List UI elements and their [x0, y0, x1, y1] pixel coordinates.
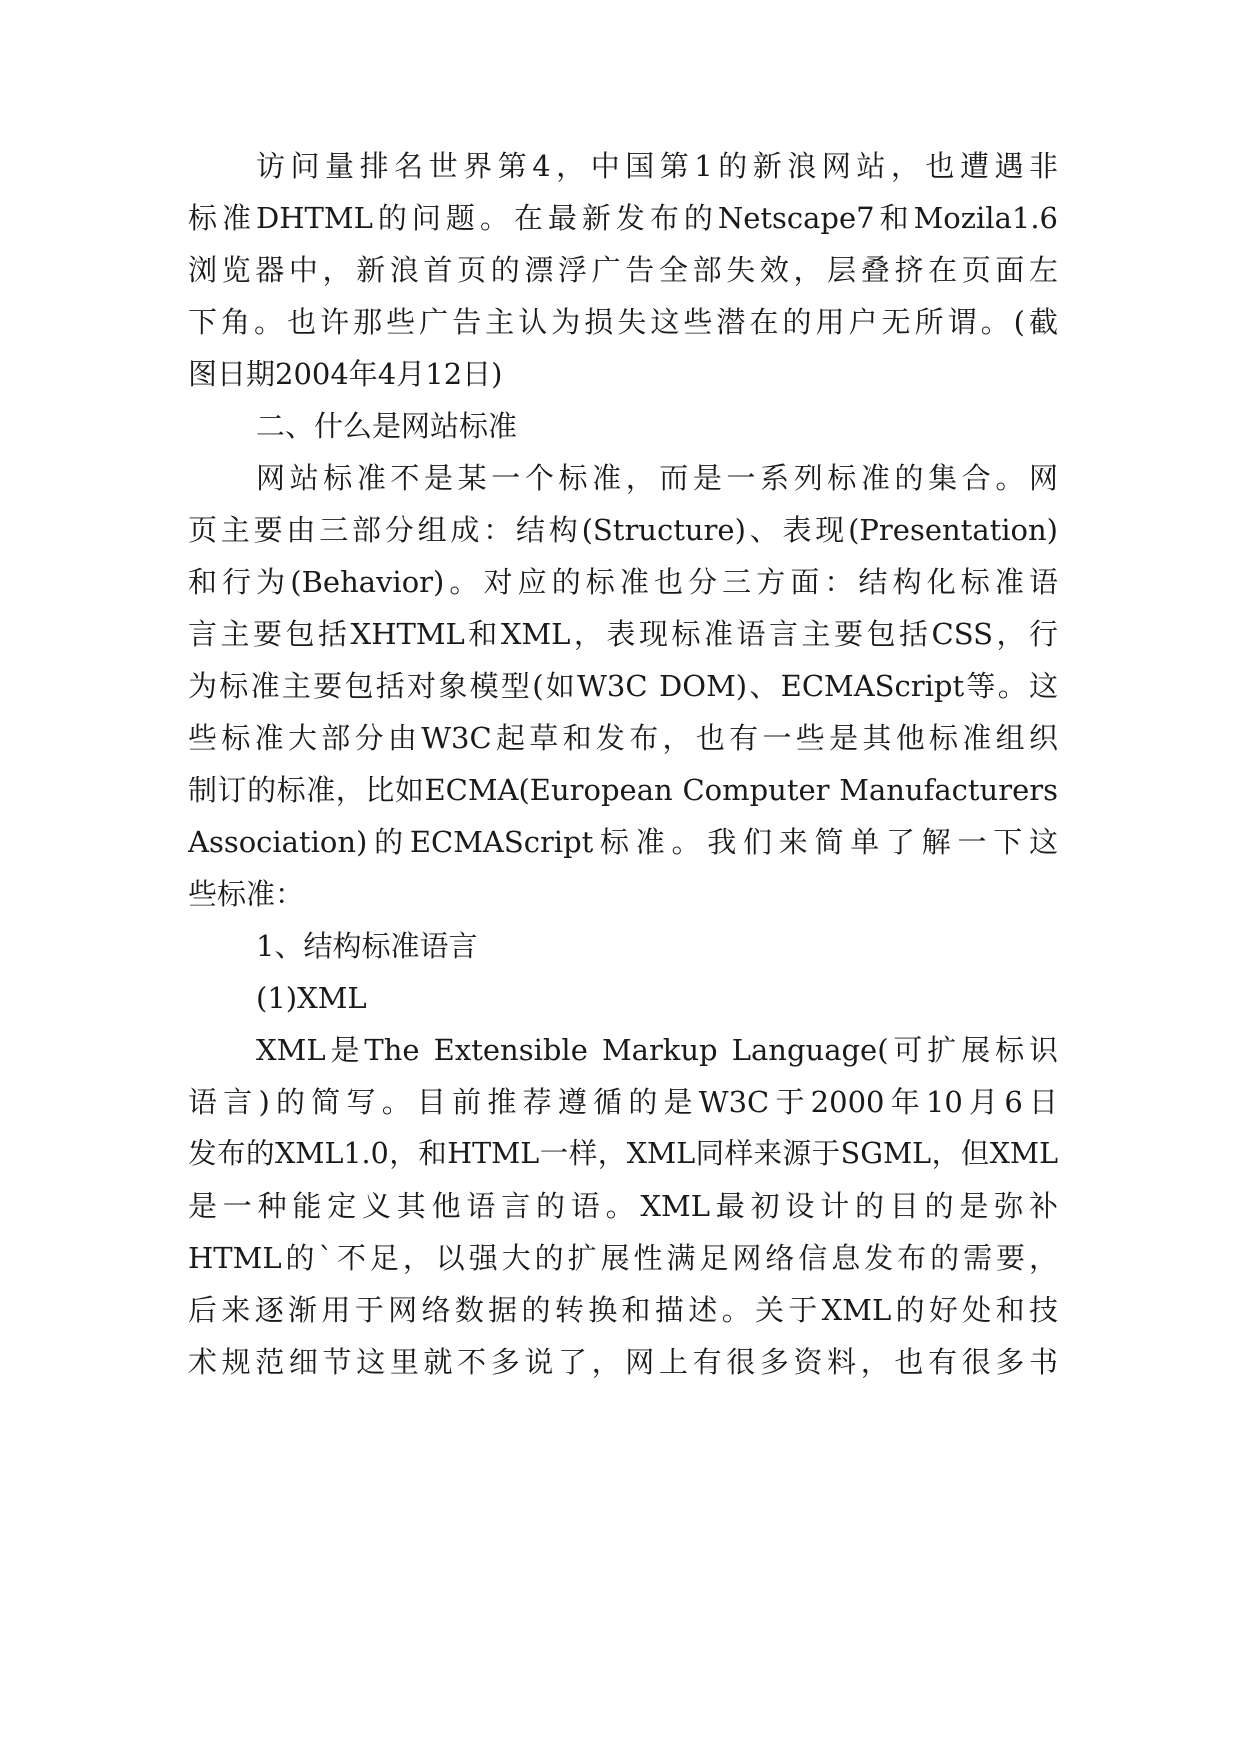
subsection-heading: (1)XML — [256, 981, 367, 1015]
section-heading: 二、什么是网站标准 — [256, 409, 518, 443]
text-line: 发布的XML1.0，和HTML一样，XML同样来源于SGML，但XML — [188, 1137, 1058, 1170]
text-line: 是一种能定义其他语言的语。XML最初设计的目的是弥补 — [188, 1189, 1058, 1223]
text-line: 术规范细节这里就不多说了，网上有很多资料，也有很多书 — [188, 1345, 1058, 1379]
text-line: 访问量排名世界第4，中国第1的新浪网站，也遭遇非 — [256, 149, 1058, 183]
text-line: 言主要包括XHTML和XML，表现标准语言主要包括CSS，行 — [188, 617, 1058, 651]
text-line: 页主要由三部分组成：结构(Structure)、表现(Presentation) — [188, 513, 1058, 547]
text-line: 图日期2004年4月12日) — [188, 357, 503, 391]
text-line: 语言)的简写。目前推荐遵循的是W3C于2000年10月6日 — [188, 1085, 1058, 1119]
text-line: 和行为(Behavior)。对应的标准也分三方面：结构化标准语 — [188, 565, 1058, 599]
text-line: 些标准大部分由W3C起草和发布，也有一些是其他标准组织 — [188, 721, 1058, 755]
text-line: 网站标准不是某一个标准，而是一系列标准的集合。网 — [256, 461, 1058, 495]
text-line: Association)的ECMAScript标准。我们来简单了解一下这 — [188, 825, 1058, 859]
text-line: XML是The Extensible Markup Language(可扩展标识 — [256, 1033, 1058, 1067]
text-line: 制订的标准，比如ECMA(European Computer Manufacturers — [188, 773, 1058, 807]
text-line: 后来逐渐用于网络数据的转换和描述。关于XML的好处和技 — [188, 1293, 1058, 1327]
subsection-heading: 1、结构标准语言 — [256, 929, 478, 963]
text-line: 浏览器中，新浪首页的漂浮广告全部失效，层叠挤在页面左 — [188, 253, 1058, 287]
text-line: 标准DHTML的问题。在最新发布的Netscape7和Mozila1.6 — [188, 201, 1058, 235]
text-line: 为标准主要包括对象模型(如W3C DOM)、ECMAScript等。这 — [188, 669, 1058, 703]
text-line: HTML的`不足，以强大的扩展性满足网络信息发布的需要， — [188, 1241, 1058, 1275]
text-line: 些标准： — [188, 877, 305, 911]
text-line: 下角。也许那些广告主认为损失这些潜在的用户无所谓。(截 — [188, 305, 1058, 339]
